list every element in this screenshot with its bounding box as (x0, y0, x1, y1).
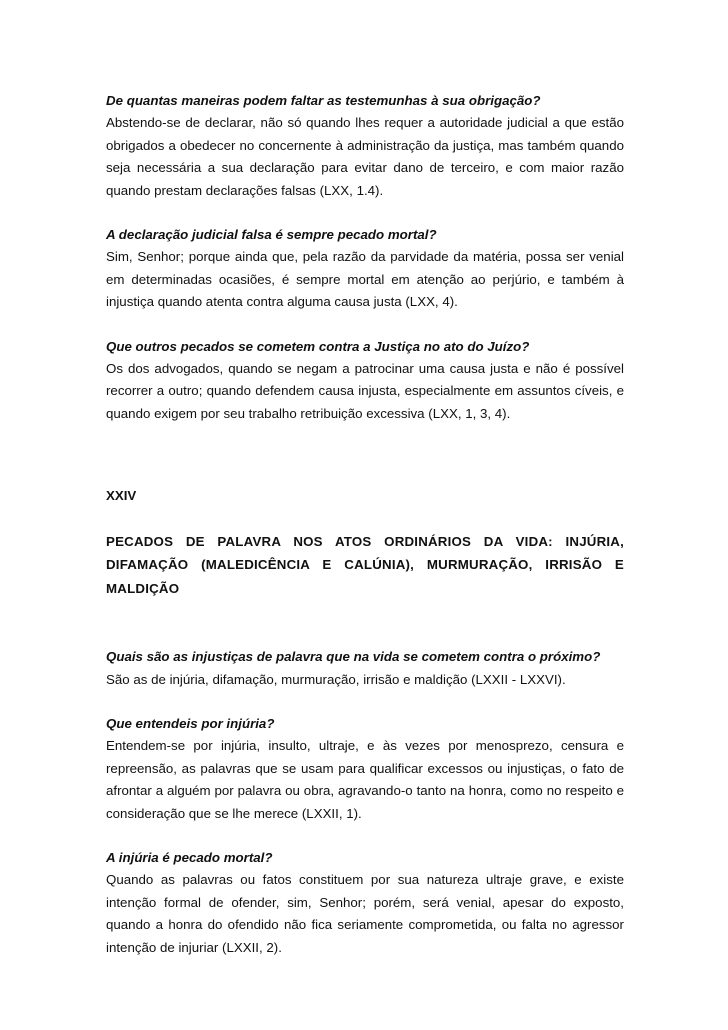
qa-block (106, 90, 624, 202)
question-text: Que outros pecados se cometem contra a Justiça no ato do Juízo? (106, 338, 530, 354)
chapter-title: PECADOS DE PALAVRA NOS ATOS ORDINÁRIOS DA VIDA: INJÚRIA, DIFAMAÇÃO (MALEDICÊNCIA E CALÚNIA), MURMURAÇÃO, IRRISÃO E MALDIÇÃO (106, 533, 624, 596)
answer-text: Abstendo-se de declarar, não só quando lhes requer a autoridade judicial a que estão obrigados a obedecer no concernente à administração da justiça, mas também quando seja necessária a sua declaração para evitar dano de terceiro, e com maior razão quando prestam declarações falsas (LXX, 1.4). (106, 115, 624, 198)
question-text: A injúria é pecado mortal? (106, 850, 273, 866)
question-text: A declaração judicial falsa é sempre pecado mortal? (106, 227, 437, 243)
answer-text: Os dos advogados, quando se negam a patrocinar uma causa justa e não é possível recorrer a outro; quando defendem causa injusta, especialmente em assuntos cíveis, e quando exigem por seu trabalho retribuição excessiva (LXX, 1, 3, 4). (106, 361, 624, 421)
qa-block (106, 847, 624, 959)
answer-text: Quando as palavras ou fatos constituem por sua natureza ultraje grave, e existe intenção formal de ofender, sim, Senhor; porém, será venial, apesar do exposto, quando a honra do ofendido não fica seriamente comprometida, ou falta no agressor intenção de injuriar (LXXII, 2). (106, 872, 624, 955)
question-text: De quantas maneiras podem faltar as testemunhas à sua obrigação? (106, 93, 541, 108)
answer-text: São as de injúria, difamação, murmuração, irrisão e maldição (LXXII - LXXVI). (106, 671, 566, 687)
question-text: Que entendeis por injúria? (106, 716, 275, 731)
chapter-number: XXIV (106, 488, 137, 504)
answer-text: Sim, Senhor; porque ainda que, pela razão da parvidade da matéria, possa ser venial em determinadas ocasiões, é sempre mortal em atenção ao perjúrio, e também à injustiça quando atenta contra alguma causa justa (LXX, 4). (106, 249, 624, 310)
qa-block (106, 336, 624, 426)
answer-text: Entendem-se por injúria, insulto, ultraje, e às vezes por menosprezo, censura e repreensão, as palavras que se usam para qualificar excessos ou injustiças, o fato de afrontar a alguém por palavra ou obra, agravando-o tanto na honra, como no respeito e consideração que se lhe merece (LXXII, 1). (106, 738, 624, 821)
qa-block (106, 646, 624, 691)
document-page (106, 90, 624, 981)
qa-block (106, 224, 624, 314)
spacer (106, 600, 624, 646)
spacer (106, 425, 624, 485)
qa-block (106, 713, 624, 825)
question-text: Quais são as injustiças de palavra que na vida se cometem contra o próximo? (106, 649, 601, 665)
